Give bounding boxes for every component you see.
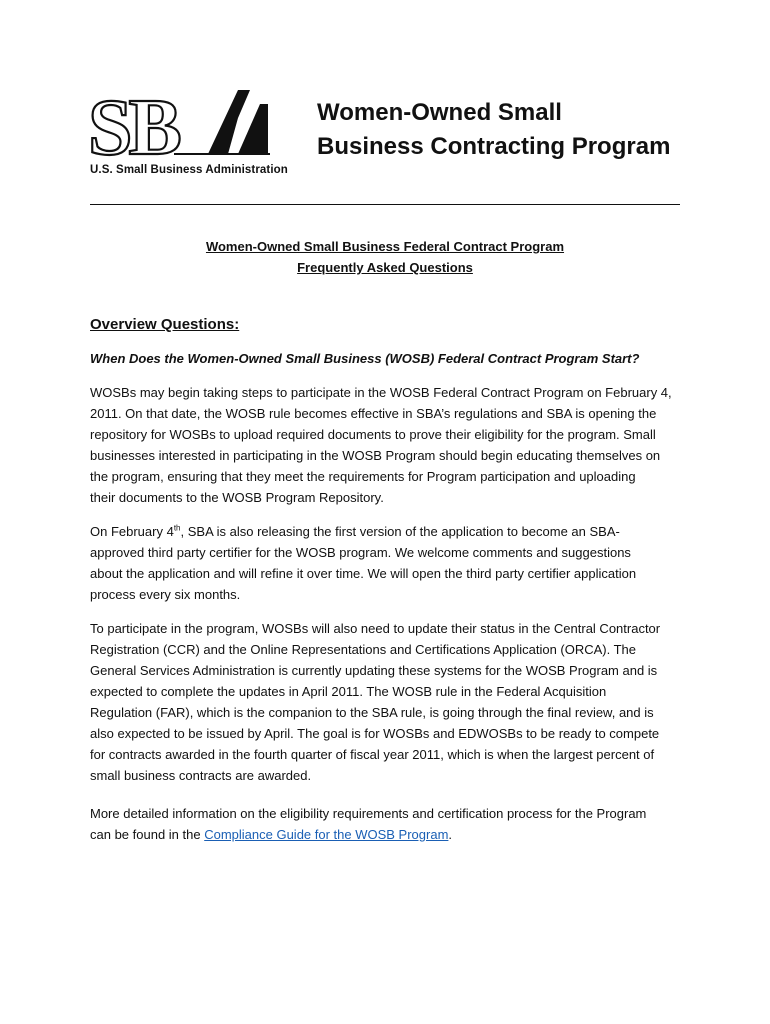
faq-heading <box>90 236 680 278</box>
paragraph-3 <box>90 618 690 786</box>
paragraph-4 <box>90 803 690 845</box>
paragraph-line: for contracts awarded in the fourth quarter of fiscal year 2011, which is when the largest percent of <box>90 747 655 762</box>
document-title <box>317 96 737 164</box>
paragraph-line: To participate in the program, WOSBs will also need to update their status in the Central Contractor <box>90 621 661 636</box>
paragraph-text: , SBA is also releasing the first version of the application to become an SBA- <box>180 524 620 539</box>
svg-text:SB: SB <box>88 88 178 164</box>
paragraph-line: General Services Administration is currently updating these systems for the WOSB Program and is <box>90 663 658 678</box>
paragraph-line: small business contracts are awarded. <box>90 768 312 783</box>
paragraph-line: businesses interested in participating in the WOSB Program should begin educating themselves on <box>90 448 661 463</box>
paragraph-line: the program, ensuring that they meet the requirements for Program participation and uploading <box>90 469 636 484</box>
date-suffix: th <box>173 523 181 533</box>
paragraph-2 <box>90 521 690 605</box>
faq-question: When Does the Women-Owned Small Business (WOSB) Federal Contract Program Start? <box>90 351 640 366</box>
paragraph-text: . <box>448 827 453 842</box>
paragraph-line: WOSBs may begin taking steps to participate in the WOSB Federal Contract Program on February 4, <box>90 385 672 400</box>
sba-logo <box>88 88 288 178</box>
paragraph-line: Regulation (FAR), which is the companion to the SBA rule, is going through the final review, and is <box>90 705 654 720</box>
paragraph-line: their documents to the WOSB Program Repository. <box>90 490 384 505</box>
paragraph-1 <box>90 382 690 508</box>
paragraph-line <box>90 824 690 845</box>
paragraph-text: can be found in the <box>90 827 205 842</box>
sba-logo-mark <box>88 88 278 164</box>
paragraph-line: approved third party certifier for the WOSB program. We welcome comments and suggestions <box>90 545 631 560</box>
paragraph-line: 2011. On that date, the WOSB rule becomes effective in SBA’s regulations and SBA is opening the <box>90 406 657 421</box>
paragraph-line: also expected to be issued by April. The goal is for WOSBs and EDWOSBs to be ready to compete <box>90 726 660 741</box>
faq-heading-line-2: Frequently Asked Questions <box>297 260 473 275</box>
paragraph-line: about the application and will refine it over time. We will open the third party certifier application <box>90 566 637 581</box>
paragraph-line: repository for WOSBs to upload required documents to prove their eligibility for the program. Small <box>90 427 656 442</box>
paragraph-line: More detailed information on the eligibility requirements and certification process for the Program <box>90 806 647 821</box>
compliance-guide-link[interactable]: Compliance Guide for the WOSB Program <box>204 827 449 842</box>
paragraph-line: process every six months. <box>90 587 241 602</box>
title-line-1: Women-Owned Small <box>317 99 562 126</box>
paragraph-line <box>90 521 690 542</box>
section-heading: Overview Questions: <box>90 316 240 333</box>
paragraph-line: expected to complete the updates in April 2011. The WOSB rule in the Federal Acquisition <box>90 684 607 699</box>
paragraph-line: Registration (CCR) and the Online Representations and Certifications Application (ORCA). The <box>90 642 637 657</box>
logo-subtitle: U.S. Small Business Administration <box>90 164 288 176</box>
date-text: On February 4 <box>90 524 174 539</box>
title-line-2: Business Contracting Program <box>317 133 671 160</box>
faq-heading-line-1: Women-Owned Small Business Federal Contract Program <box>205 239 565 254</box>
header-divider <box>90 204 680 205</box>
